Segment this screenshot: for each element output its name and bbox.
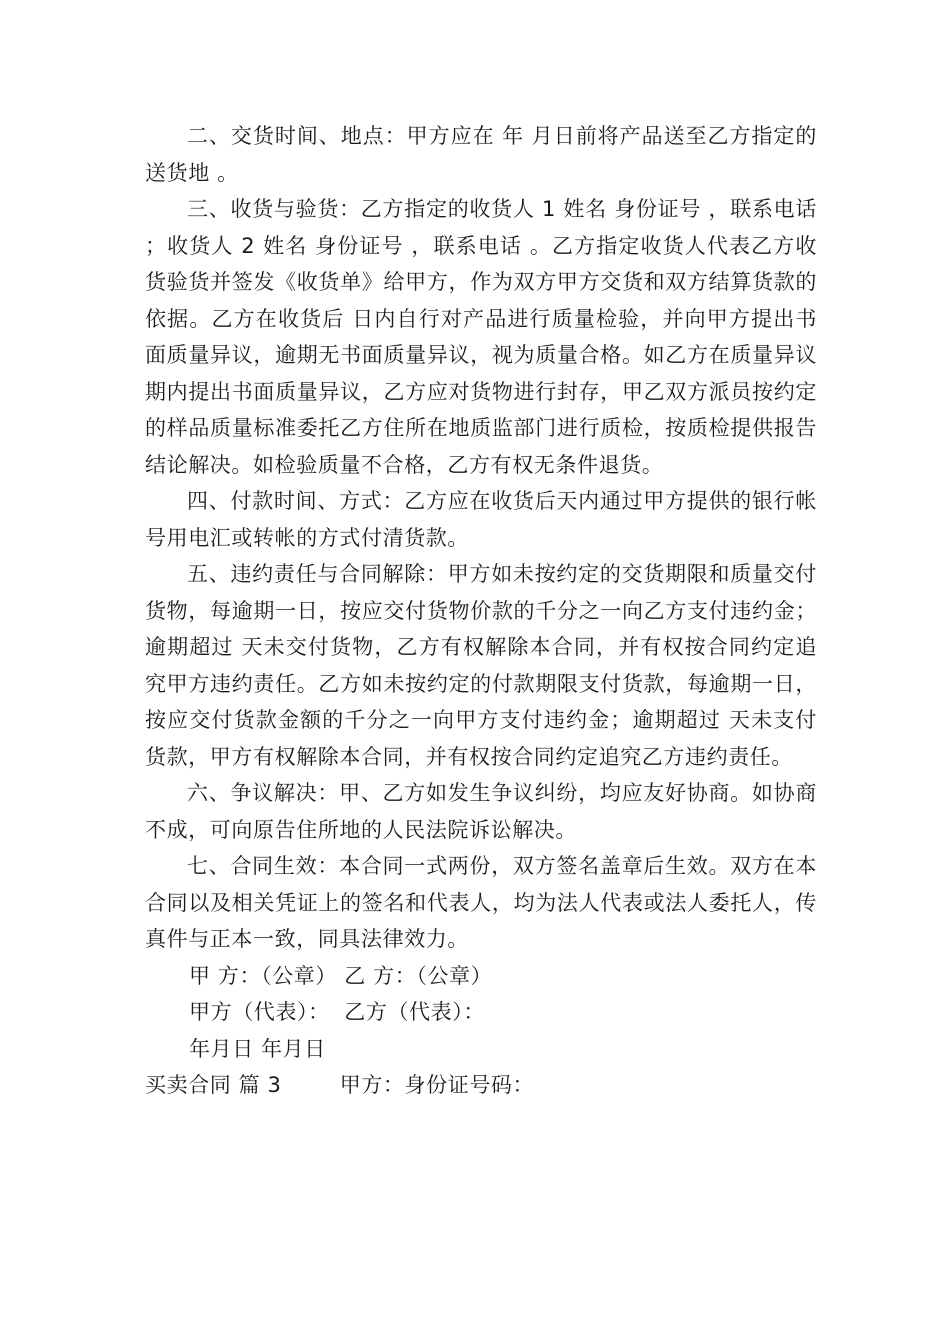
signature-representative-line: 甲方（代表）： 乙方（代表）： xyxy=(189,1000,485,1024)
clause-receipt-inspection: 三、收货与验货：乙方指定的收货人 1 姓名 身份证号 ，联系电话 ；收货人 2 姓名 身份证号 ，联系电话 。乙方指定收货人代表乙方收货验货并签发《收货单》给甲方，作为双方甲方交货和双方结算货款的依据。乙方在收货后 日内自行对产品进行质量检验，并向甲方提出书面质量异议，逾期无书面质量异议，视为质量合格。如乙方在质量异议期内提出书面质量异议，乙方应对货物进行封存，甲乙双方派员按约定的样品质量标准委托乙方住所在地质监部门进行质检，按质检提供报告结论解决。如检验质量不合格，乙方有权无条件退货。 xyxy=(145,197,817,477)
next-section-heading: 买卖合同 篇 3 甲方：身份证号码： xyxy=(145,1073,535,1097)
clause-payment: 四、付款时间、方式：乙方应在收货后天内通过甲方提供的银行帐号用电汇或转帐的方式付清货款。 xyxy=(145,489,817,550)
contract-body xyxy=(145,118,817,1104)
clause-delivery-time: 二、交货时间、地点：甲方应在 年 月日前将产品送至乙方指定的送货地 。 xyxy=(145,124,817,185)
clause-effectiveness: 七、合同生效：本合同一式两份，双方签名盖章后生效。双方在本合同以及相关凭证上的签名和代表人，均为法人代表或法人委托人，传真件与正本一致，同具法律效力。 xyxy=(145,854,817,951)
clause-dispute-resolution: 六、争议解决：甲、乙方如发生争议纠纷，均应友好协商。如协商不成，可向原告住所地的人民法院诉讼解决。 xyxy=(145,781,817,842)
signature-seal-line: 甲 方：（公章） 乙 方：（公章） xyxy=(189,963,493,988)
signature-date-line: 年月日 年月日 xyxy=(189,1036,326,1061)
clause-breach-termination: 五、违约责任与合同解除：甲方如未按约定的交货期限和质量交付货物，每逾期一日，按应交付货物价款的千分之一向乙方支付违约金；逾期超过 天未交付货物，乙方有权解除本合同，并有权按合同约定追究甲方违约责任。乙方如未按约定的付款期限支付货款，每逾期一日，按应交付货款金额的千分之一向甲方支付违约金；逾期超过 天未支付货款，甲方有权解除本合同，并有权按合同约定追究乙方违约责任。 xyxy=(145,562,817,769)
